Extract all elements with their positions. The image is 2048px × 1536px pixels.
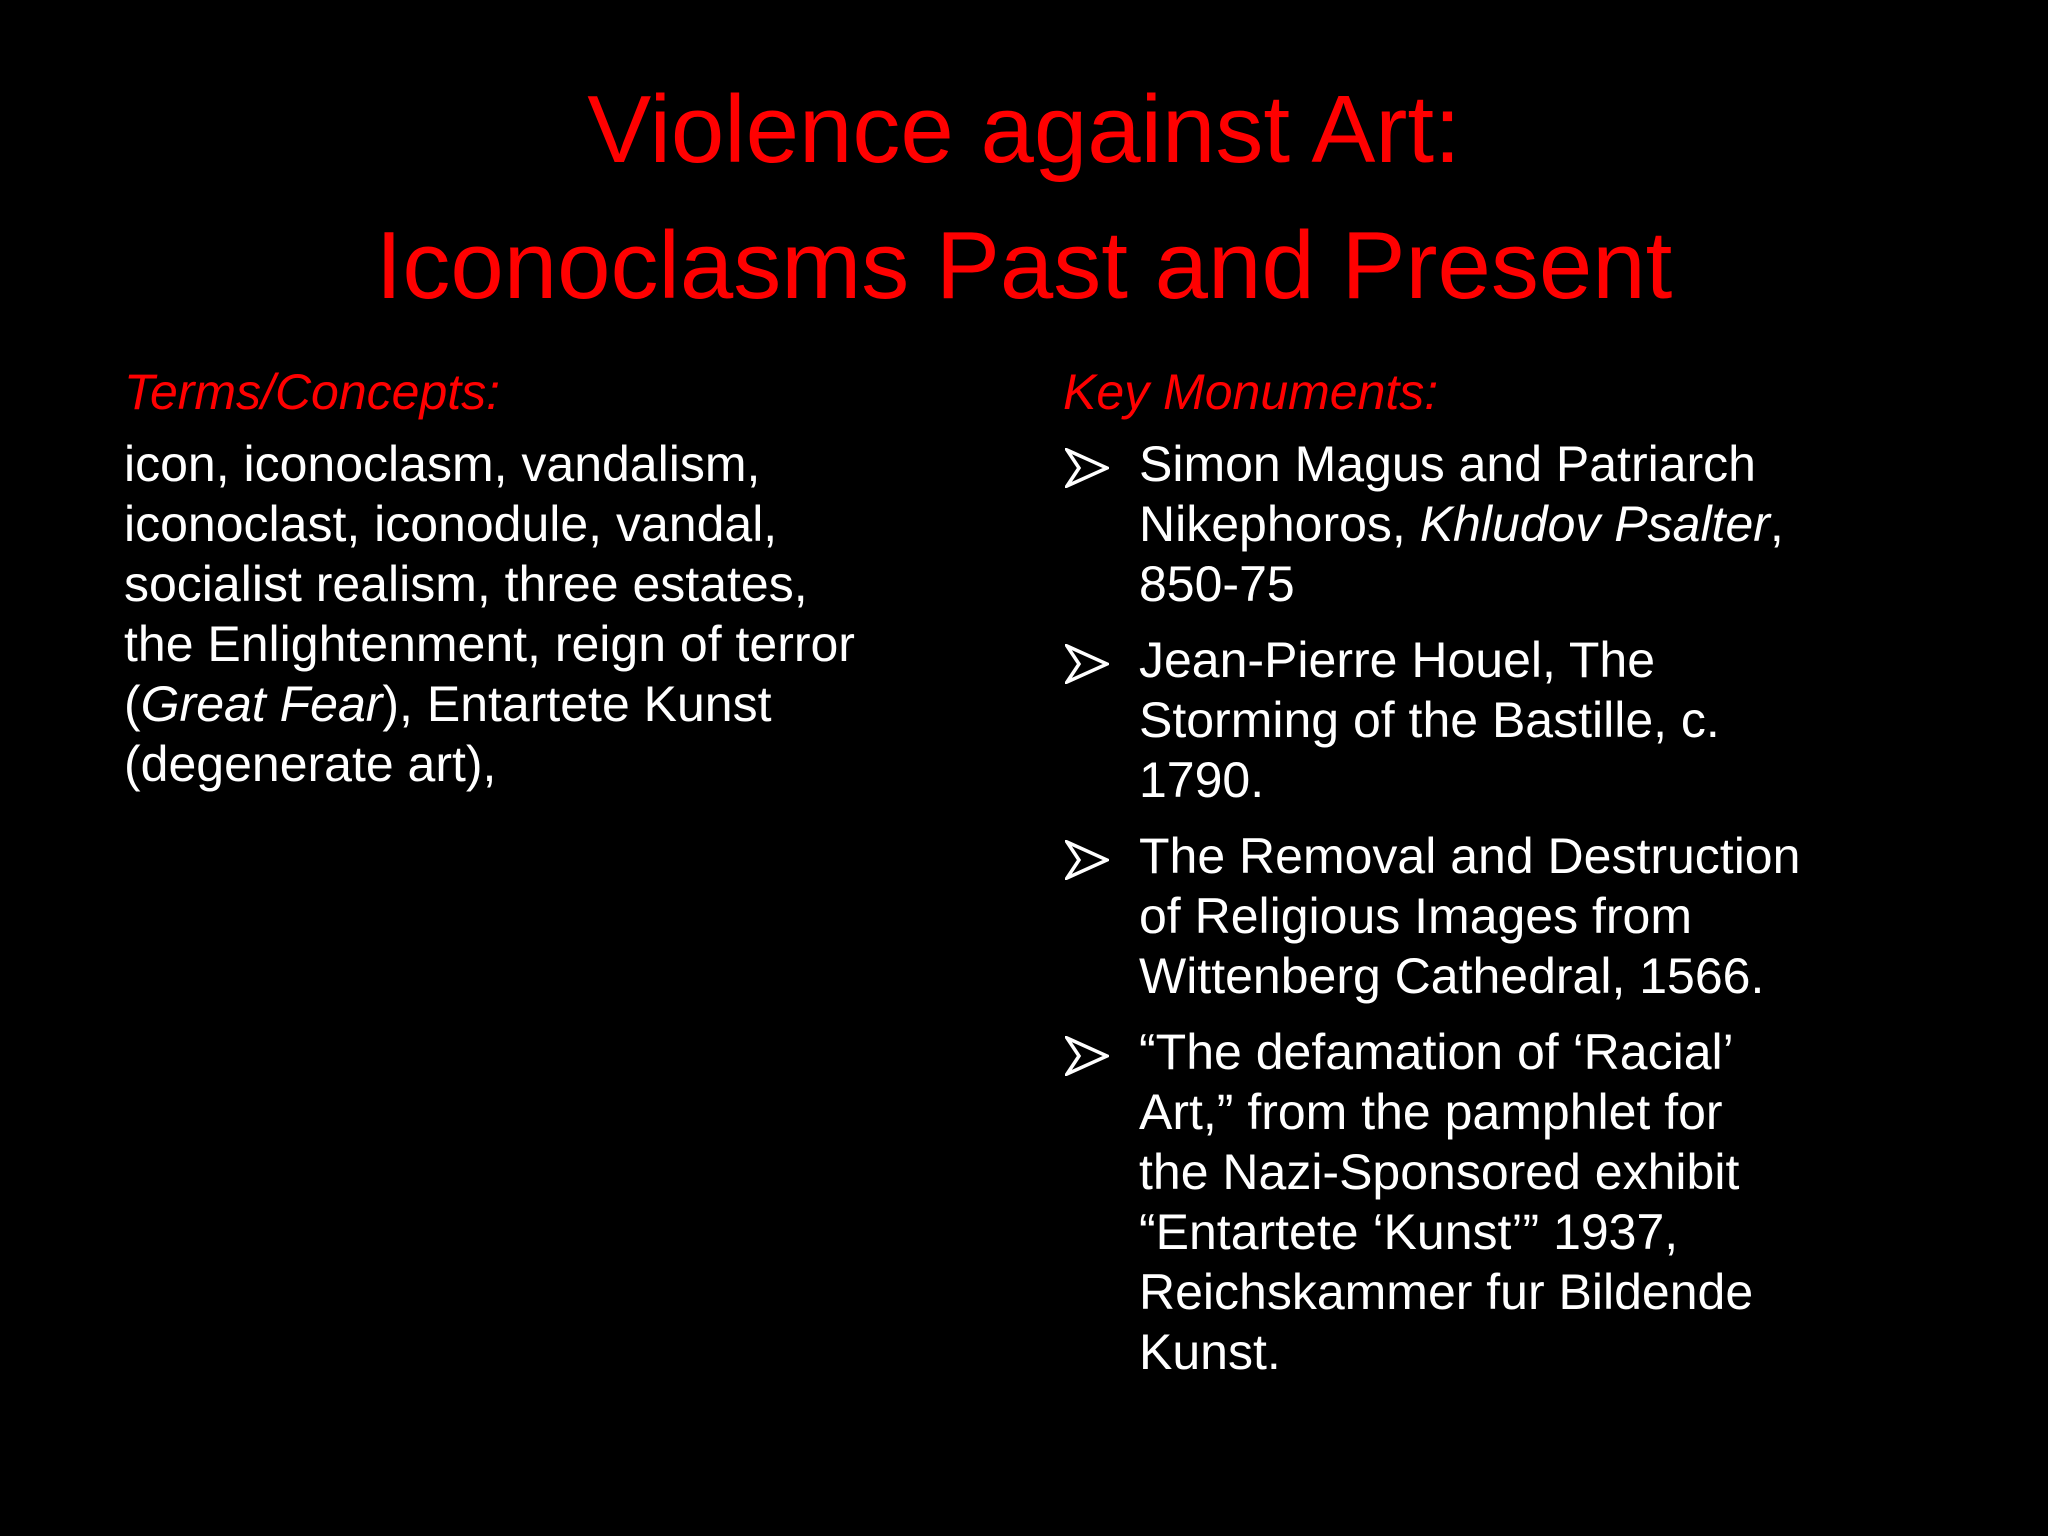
terms-heading: Terms/Concepts:: [124, 364, 501, 420]
monuments-list: [1063, 434, 1983, 1382]
monument-line: Wittenberg Cathedral, 1566.: [1139, 948, 1765, 1004]
arrowhead-bullet-icon: [1065, 448, 1109, 488]
monument-line: “Entartete ‘Kunst’” 1937,: [1139, 1204, 1679, 1260]
slide-title-line-1: Violence against Art:: [587, 76, 1461, 183]
slide-title: [0, 62, 2048, 334]
list-item: [1063, 1022, 1983, 1382]
monument-line: the Nazi-Sponsored exhibit: [1139, 1144, 1740, 1200]
monument-title-italic: Khludov Psalter: [1419, 496, 1770, 552]
terms-line: icon, iconoclasm, vandalism,: [124, 436, 761, 492]
monument-line: Simon Magus and Patriarch: [1139, 436, 1756, 492]
terms-great-fear: Great Fear: [140, 676, 383, 732]
arrowhead-bullet-icon: [1065, 840, 1109, 880]
monument-line: “The defamation of ‘Racial’: [1139, 1024, 1734, 1080]
monument-line: Reichskammer fur Bildende: [1139, 1264, 1754, 1320]
terms-list: [124, 434, 1004, 794]
monument-line: Art,” from the pamphlet for: [1139, 1084, 1723, 1140]
monument-line: [1139, 494, 1983, 554]
terms-line: [124, 674, 1004, 734]
monuments-column: [1063, 360, 1983, 1398]
slide-title-line-2: Iconoclasms Past and Present: [375, 212, 1673, 319]
monument-line: Kunst.: [1139, 1324, 1281, 1380]
monument-line: The Removal and Destruction: [1139, 828, 1801, 884]
monument-line: 850-75: [1139, 556, 1295, 612]
monument-line: 1790.: [1139, 752, 1265, 808]
monument-line: Storming of the Bastille, c.: [1139, 692, 1720, 748]
monuments-heading: Key Monuments:: [1063, 364, 1439, 420]
monument-text: Nikephoros,: [1139, 496, 1420, 552]
terms-entartete-kunst: ), Entartete Kunst: [382, 676, 772, 732]
arrowhead-bullet-icon: [1065, 1036, 1109, 1076]
monument-line: Jean-Pierre Houel, The: [1139, 632, 1656, 688]
arrowhead-bullet-icon: [1065, 644, 1109, 684]
terms-column: [124, 360, 1004, 794]
terms-line: (degenerate art),: [124, 736, 497, 792]
terms-paren-open: (: [124, 676, 141, 732]
list-item: [1063, 630, 1983, 810]
terms-line: socialist realism, three estates,: [124, 556, 808, 612]
list-item: [1063, 826, 1983, 1006]
monument-line: of Religious Images from: [1139, 888, 1693, 944]
list-item: [1063, 434, 1983, 614]
terms-line: iconoclast, iconodule, vandal,: [124, 496, 778, 552]
terms-line: the Enlightenment, reign of terror: [124, 616, 855, 672]
monument-text: ,: [1769, 496, 1784, 552]
